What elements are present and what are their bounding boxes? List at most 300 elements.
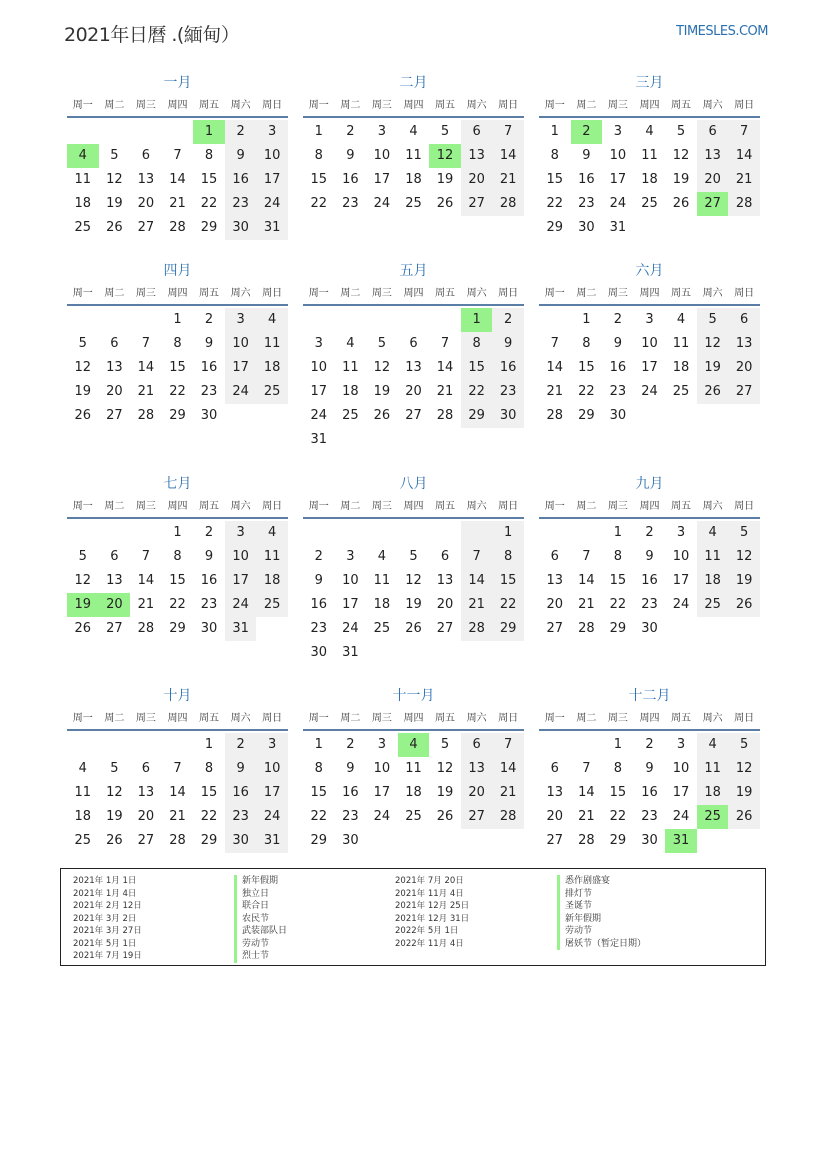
day-cell: 24 <box>225 593 257 617</box>
day-cell: 28 <box>461 617 493 641</box>
day-cell: 24 <box>672 809 690 824</box>
day-cell: 8 <box>613 761 623 776</box>
day-cell: 3 <box>225 308 257 332</box>
weekday-header <box>539 709 760 731</box>
day-cell: 25 <box>342 408 359 423</box>
weekday-label: 周三 <box>135 288 156 299</box>
month-title: 九月 <box>635 476 664 492</box>
day-cell: 31 <box>225 617 257 641</box>
weekday-label: 周四 <box>639 713 660 724</box>
day-cell: 1 <box>314 124 323 139</box>
weekday-label: 周四 <box>167 288 188 299</box>
day-cell: 23 <box>609 384 627 399</box>
day-cell: 1 <box>550 124 559 139</box>
day-cell: 12 <box>106 785 123 800</box>
weekday-label: 周日 <box>734 501 755 512</box>
day-grid <box>67 308 288 428</box>
day-cell: 18 <box>405 785 422 800</box>
weekday-label: 周六 <box>466 713 487 724</box>
weekday-label: 周三 <box>371 100 392 111</box>
day-cell: 18 <box>256 356 288 380</box>
empty-cell <box>366 521 398 545</box>
day-cell: 23 <box>200 384 218 399</box>
legend-date: 2021年 3月 2日 <box>73 913 137 924</box>
weekday-header <box>303 497 524 519</box>
day-cell: 29 <box>169 621 186 636</box>
day-cell: 22 <box>200 809 218 824</box>
day-cell: 4 <box>645 124 654 139</box>
day-cell: 11 <box>373 573 391 588</box>
month-title: 十二月 <box>628 688 671 704</box>
day-cell: 5 <box>409 549 418 564</box>
day-cell: 6 <box>697 120 729 144</box>
month-block <box>67 73 288 240</box>
day-cell: 17 <box>373 785 391 800</box>
legend-date: 2021年 7月 19日 <box>73 951 142 961</box>
weekday-label: 周三 <box>135 713 156 724</box>
weekday-label: 周六 <box>702 713 723 724</box>
day-cell: 29 <box>200 833 218 848</box>
day-cell: 26 <box>106 833 123 848</box>
holiday-legend <box>60 868 766 966</box>
day-cell: 13 <box>436 573 454 588</box>
day-cell: 17 <box>310 384 328 399</box>
month-block <box>539 73 760 240</box>
legend-holiday-name: 新年假期 <box>565 913 602 924</box>
day-cell: 29 <box>578 408 595 423</box>
month-title: 四月 <box>163 263 192 279</box>
day-cell: 9 <box>346 148 355 163</box>
day-cell: 11 <box>256 545 288 569</box>
month-block <box>539 261 760 428</box>
day-cell: 3 <box>225 521 257 545</box>
day-cell: 15 <box>546 172 564 187</box>
day-cell: 4 <box>676 312 686 327</box>
day-cell: 24 <box>609 196 627 211</box>
empty-cell <box>130 308 162 332</box>
day-cell: 4 <box>78 761 87 776</box>
day-cell: 26 <box>436 809 454 824</box>
day-cell: 27 <box>436 621 454 636</box>
day-cell: 22 <box>310 196 328 211</box>
weekday-label: 周一 <box>544 713 565 724</box>
day-cell: 30 <box>200 408 218 423</box>
day-cell: 22 <box>492 593 524 617</box>
empty-cell <box>99 120 131 144</box>
day-cell: 29 <box>169 408 186 423</box>
day-grid <box>539 733 760 853</box>
weekday-label: 周二 <box>104 100 125 111</box>
day-cell: 17 <box>225 356 257 380</box>
day-cell: 29 <box>492 617 524 641</box>
day-cell: 7 <box>461 545 493 569</box>
day-cell: 6 <box>141 761 151 776</box>
weekday-label: 周二 <box>104 713 125 724</box>
day-cell: 14 <box>137 573 155 588</box>
legend-holiday-name: 悉作剧盛宴 <box>565 876 611 886</box>
day-cell: 7 <box>141 549 151 564</box>
day-cell: 30 <box>310 645 328 660</box>
day-cell: 10 <box>225 332 257 356</box>
empty-cell <box>539 308 571 332</box>
day-cell: 3 <box>377 124 387 139</box>
day-cell: 14 <box>137 360 155 375</box>
weekday-label: 周六 <box>466 100 487 111</box>
month-title: 六月 <box>635 263 664 279</box>
day-cell: 24 <box>672 597 690 612</box>
day-grid <box>303 521 524 665</box>
weekday-label: 周五 <box>435 100 456 111</box>
day-cell: 30 <box>200 621 218 636</box>
day-cell: 19 <box>728 781 760 805</box>
day-cell: 7 <box>440 336 450 351</box>
month-title: 一月 <box>163 75 192 91</box>
day-cell: 2 <box>645 525 654 540</box>
site-name[interactable]: TIMESLES.COM <box>676 24 768 39</box>
day-cell: 18 <box>256 569 288 593</box>
day-cell: 5 <box>728 521 760 545</box>
day-cell: 10 <box>342 573 359 588</box>
day-cell: 11 <box>256 332 288 356</box>
empty-cell <box>67 308 99 332</box>
day-cell: 5 <box>110 761 119 776</box>
day-cell: 7 <box>582 761 591 776</box>
day-cell: 8 <box>613 549 623 564</box>
page-title: 2021年日曆 .(緬甸） <box>64 24 240 46</box>
day-cell: 26 <box>405 621 422 636</box>
day-cell: 19 <box>728 569 760 593</box>
day-cell: 19 <box>74 384 92 399</box>
weekday-label: 周六 <box>230 100 251 111</box>
day-cell: 14 <box>461 569 493 593</box>
day-cell: 17 <box>225 569 257 593</box>
day-cell: 1 <box>204 737 214 752</box>
month-block <box>539 686 760 853</box>
empty-cell <box>366 308 398 332</box>
month-title: 十月 <box>163 688 192 704</box>
day-cell: 27 <box>137 220 155 235</box>
day-cell: 5 <box>377 336 387 351</box>
day-cell: 1 <box>613 525 623 540</box>
legend-date: 2021年 1月 4日 <box>73 888 137 899</box>
day-cell: 20 <box>405 384 422 399</box>
empty-cell <box>303 521 335 545</box>
legend-names-right <box>557 875 646 950</box>
weekday-label: 周日 <box>734 288 755 299</box>
day-cell: 13 <box>697 144 729 168</box>
day-cell: 22 <box>578 384 595 399</box>
day-cell: 25 <box>74 220 92 235</box>
day-cell: 5 <box>697 308 729 332</box>
day-cell: 25 <box>641 196 658 211</box>
weekday-label: 周六 <box>230 288 251 299</box>
day-cell: 15 <box>310 172 328 187</box>
day-cell: 15 <box>200 785 218 800</box>
day-grid <box>303 733 524 853</box>
day-cell: 31 <box>342 645 359 660</box>
day-cell: 21 <box>578 809 595 824</box>
month-title: 八月 <box>399 476 428 492</box>
weekday-label: 周二 <box>104 501 125 512</box>
day-cell: 13 <box>137 172 155 187</box>
empty-cell <box>130 521 162 545</box>
weekday-label: 周一 <box>72 713 93 724</box>
day-cell: 11 <box>697 757 729 781</box>
weekday-label: 周二 <box>576 288 597 299</box>
day-cell: 25 <box>256 593 288 617</box>
day-cell: 10 <box>609 148 627 163</box>
weekday-label: 周二 <box>576 713 597 724</box>
day-cell: 18 <box>405 172 422 187</box>
empty-cell <box>429 308 461 332</box>
holiday-day-cell: 31 <box>665 829 697 853</box>
day-cell: 28 <box>546 408 564 423</box>
weekday-header <box>303 709 524 731</box>
day-cell: 22 <box>609 809 627 824</box>
day-cell: 23 <box>200 597 218 612</box>
day-cell: 30 <box>225 216 257 240</box>
day-cell: 21 <box>728 168 760 192</box>
day-cell: 12 <box>672 148 690 163</box>
day-grid <box>67 733 288 853</box>
weekday-label: 周一 <box>72 501 93 512</box>
day-cell: 3 <box>676 737 686 752</box>
holiday-day-cell: 4 <box>67 144 99 168</box>
holiday-day-cell: 4 <box>398 733 430 757</box>
day-cell: 9 <box>204 336 214 351</box>
day-cell: 19 <box>106 196 123 211</box>
day-cell: 10 <box>310 360 328 375</box>
day-cell: 7 <box>492 120 524 144</box>
day-cell: 28 <box>169 833 186 848</box>
day-cell: 23 <box>641 597 658 612</box>
weekday-label: 周四 <box>167 713 188 724</box>
day-cell: 19 <box>373 384 391 399</box>
day-cell: 7 <box>728 120 760 144</box>
month-block <box>539 474 760 641</box>
day-cell: 13 <box>546 785 564 800</box>
day-cell: 2 <box>204 525 214 540</box>
day-cell: 1 <box>314 737 323 752</box>
weekday-label: 周五 <box>199 501 220 512</box>
day-cell: 20 <box>546 809 564 824</box>
day-cell: 28 <box>137 408 155 423</box>
day-cell: 21 <box>169 196 186 211</box>
weekday-header <box>303 284 524 306</box>
day-cell: 10 <box>641 336 658 351</box>
day-cell: 14 <box>492 757 524 781</box>
day-cell: 3 <box>314 336 323 351</box>
day-cell: 5 <box>676 124 686 139</box>
day-grid <box>303 120 524 216</box>
day-cell: 14 <box>169 785 186 800</box>
day-cell: 24 <box>373 809 391 824</box>
day-cell: 23 <box>342 196 359 211</box>
empty-cell <box>99 733 131 757</box>
month-title: 七月 <box>163 476 192 492</box>
day-grid <box>539 521 760 641</box>
day-cell: 2 <box>645 737 654 752</box>
day-cell: 15 <box>492 569 524 593</box>
day-cell: 15 <box>200 172 218 187</box>
day-cell: 24 <box>256 192 288 216</box>
day-cell: 4 <box>697 733 729 757</box>
holiday-day-cell: 12 <box>429 144 461 168</box>
holiday-day-cell: 1 <box>193 120 225 144</box>
day-cell: 28 <box>169 220 186 235</box>
weekday-label: 周一 <box>308 288 329 299</box>
day-cell: 11 <box>672 336 690 351</box>
legend-holiday-name: 排灯节 <box>565 888 593 899</box>
day-cell: 26 <box>672 196 690 211</box>
day-cell: 14 <box>728 144 760 168</box>
weekday-label: 周六 <box>702 100 723 111</box>
weekday-label: 周二 <box>340 100 361 111</box>
weekday-label: 周三 <box>607 288 628 299</box>
day-cell: 22 <box>609 597 627 612</box>
day-cell: 22 <box>310 809 328 824</box>
day-cell: 16 <box>225 781 257 805</box>
day-cell: 24 <box>342 621 359 636</box>
day-cell: 27 <box>728 380 760 404</box>
day-cell: 17 <box>373 172 391 187</box>
empty-cell <box>162 120 194 144</box>
weekday-header <box>539 96 760 118</box>
day-cell: 16 <box>342 172 359 187</box>
weekday-label: 周日 <box>498 288 519 299</box>
day-cell: 2 <box>492 308 524 332</box>
month-title: 五月 <box>399 263 428 279</box>
day-cell: 27 <box>106 621 123 636</box>
day-cell: 31 <box>256 829 288 853</box>
day-cell: 22 <box>546 196 564 211</box>
weekday-label: 周一 <box>544 288 565 299</box>
weekday-label: 周五 <box>435 501 456 512</box>
day-cell: 13 <box>728 332 760 356</box>
day-cell: 11 <box>405 148 422 163</box>
weekday-label: 周日 <box>262 100 283 111</box>
weekday-label: 周一 <box>308 501 329 512</box>
day-cell: 5 <box>78 549 87 564</box>
month-block <box>303 261 524 452</box>
legend-holiday-name: 烈士节 <box>242 951 270 961</box>
day-cell: 21 <box>461 593 493 617</box>
day-cell: 9 <box>645 549 654 564</box>
day-cell: 25 <box>697 593 729 617</box>
day-cell: 20 <box>106 384 123 399</box>
day-cell: 14 <box>169 172 186 187</box>
weekday-label: 周日 <box>262 713 283 724</box>
weekday-label: 周四 <box>639 501 660 512</box>
weekday-label: 周二 <box>340 713 361 724</box>
day-cell: 13 <box>461 757 493 781</box>
day-cell: 17 <box>672 573 690 588</box>
day-cell: 23 <box>641 809 658 824</box>
weekday-label: 周四 <box>639 288 660 299</box>
month-block <box>303 474 524 665</box>
month-block <box>67 261 288 428</box>
day-cell: 21 <box>492 168 524 192</box>
day-cell: 10 <box>256 144 288 168</box>
day-cell: 7 <box>582 549 591 564</box>
weekday-header <box>67 497 288 519</box>
month-block <box>303 73 524 216</box>
day-cell: 5 <box>110 148 119 163</box>
day-cell: 8 <box>173 336 182 351</box>
weekday-label: 周六 <box>702 288 723 299</box>
day-cell: 28 <box>436 408 454 423</box>
day-cell: 29 <box>310 833 328 848</box>
day-cell: 17 <box>256 168 288 192</box>
weekday-label: 周五 <box>435 288 456 299</box>
empty-cell <box>67 521 99 545</box>
day-cell: 8 <box>314 148 323 163</box>
day-cell: 9 <box>314 573 323 588</box>
day-cell: 16 <box>641 573 658 588</box>
weekday-label: 周四 <box>403 100 424 111</box>
day-cell: 6 <box>440 549 450 564</box>
day-cell: 21 <box>137 597 155 612</box>
day-cell: 8 <box>492 545 524 569</box>
day-cell: 9 <box>582 148 591 163</box>
day-cell: 12 <box>373 360 391 375</box>
weekday-label: 周三 <box>371 288 392 299</box>
weekday-label: 周四 <box>639 100 660 111</box>
legend-date: 2021年 12月 25日 <box>395 901 470 911</box>
weekday-header <box>539 284 760 306</box>
day-cell: 19 <box>106 809 123 824</box>
day-cell: 3 <box>346 549 355 564</box>
day-cell: 3 <box>256 120 288 144</box>
day-cell: 18 <box>74 196 92 211</box>
day-cell: 28 <box>578 833 595 848</box>
day-cell: 11 <box>342 360 359 375</box>
day-cell: 20 <box>137 809 155 824</box>
holiday-day-cell: 27 <box>697 192 729 216</box>
weekday-label: 周日 <box>262 501 283 512</box>
day-cell: 14 <box>492 144 524 168</box>
day-cell: 14 <box>546 360 564 375</box>
day-cell: 6 <box>461 120 493 144</box>
day-cell: 4 <box>256 308 288 332</box>
legend-date: 2021年 3月 27日 <box>73 926 142 936</box>
day-cell: 3 <box>676 525 686 540</box>
day-cell: 29 <box>609 621 627 636</box>
weekday-header <box>67 284 288 306</box>
day-cell: 20 <box>461 168 493 192</box>
weekday-label: 周五 <box>671 501 692 512</box>
day-cell: 16 <box>200 360 218 375</box>
day-cell: 8 <box>550 148 559 163</box>
day-cell: 15 <box>169 360 186 375</box>
weekday-label: 周六 <box>230 501 251 512</box>
weekday-label: 周二 <box>576 501 597 512</box>
holiday-day-cell: 19 <box>67 593 99 617</box>
day-cell: 17 <box>342 597 359 612</box>
day-cell: 9 <box>225 144 257 168</box>
day-cell: 20 <box>436 597 454 612</box>
empty-cell <box>429 521 461 545</box>
empty-cell <box>162 733 194 757</box>
day-cell: 6 <box>110 336 119 351</box>
day-cell: 26 <box>728 593 760 617</box>
day-cell: 10 <box>373 148 391 163</box>
day-cell: 28 <box>137 621 155 636</box>
day-cell: 24 <box>256 805 288 829</box>
day-cell: 30 <box>342 833 359 848</box>
day-cell: 27 <box>461 805 493 829</box>
day-cell: 1 <box>582 312 591 327</box>
